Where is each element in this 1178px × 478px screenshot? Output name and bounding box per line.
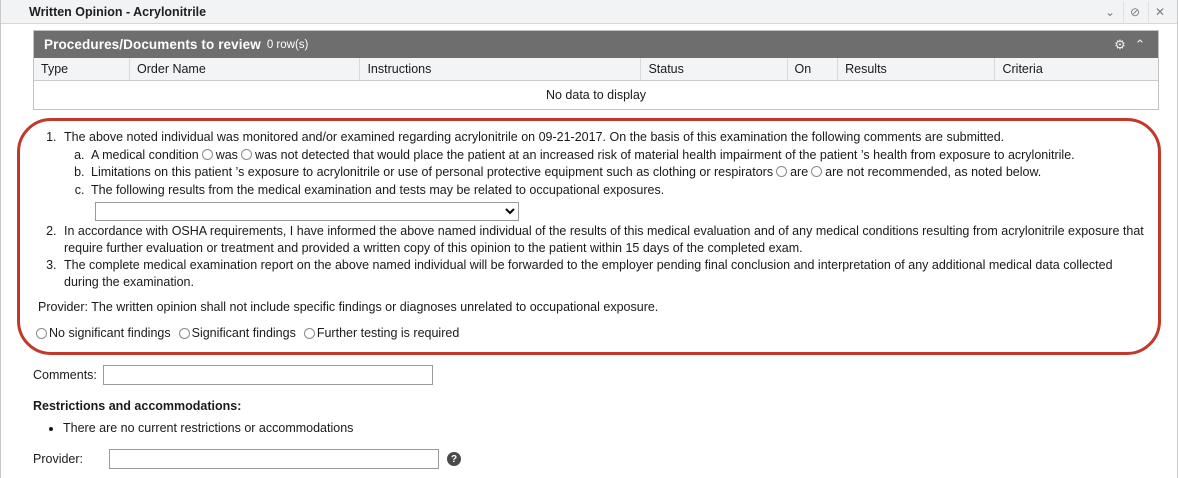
opinion-item-1-text: The above noted individual was monitored and/or examined regarding acrylonitrile on 09-21-2017. On the basis of this examination the following comments are submitted. bbox=[64, 130, 1005, 144]
restrictions-heading: Restrictions and accommodations: bbox=[33, 399, 242, 413]
chevron-up-icon[interactable]: ⌃ bbox=[1134, 36, 1146, 52]
written-opinion-highlight-region bbox=[17, 118, 1161, 355]
provider-input[interactable] bbox=[109, 449, 439, 469]
opinion-item-1c bbox=[88, 182, 1144, 222]
findings-radio-group bbox=[36, 326, 1144, 340]
radio-was-not-label: was not bbox=[254, 147, 299, 162]
provider-label: Provider: bbox=[33, 452, 84, 466]
restrictions-list bbox=[15, 421, 1163, 435]
window-controls bbox=[1099, 2, 1171, 22]
item-1a-pre-text: A medical condition bbox=[91, 147, 199, 162]
column-header-status[interactable]: Status bbox=[641, 58, 787, 81]
procedures-documents-table bbox=[34, 58, 1158, 109]
opinion-sub-list bbox=[64, 147, 1144, 222]
findings-option-further-testing[interactable] bbox=[304, 326, 459, 340]
no-data-message: No data to display bbox=[34, 81, 1158, 110]
column-header-on[interactable]: On bbox=[787, 58, 838, 81]
column-header-results[interactable]: Results bbox=[838, 58, 995, 81]
provider-note: Provider: The written opinion shall not include specific findings or diagnoses unrelated to occupational exposure. bbox=[38, 300, 659, 314]
collapse-icon[interactable]: ⌄ bbox=[1104, 4, 1116, 19]
radio-was[interactable] bbox=[202, 149, 213, 160]
radio-are[interactable] bbox=[776, 166, 787, 177]
findings-option-label: No significant findings bbox=[49, 326, 171, 340]
opinion-item-3: 3. The complete medical examination report on the above named individual will be forwarded to the employer pending final conclusion and interpretation of any additional medical data collected during the examination. bbox=[60, 257, 1144, 290]
window-content bbox=[1, 24, 1177, 469]
procedures-documents-panel bbox=[33, 30, 1159, 110]
radio-are-not[interactable] bbox=[811, 166, 822, 177]
comments-row bbox=[33, 365, 1163, 385]
opinion-item-1b bbox=[88, 164, 1144, 181]
window-titlebar bbox=[1, 0, 1177, 24]
findings-option-label: Further testing is required bbox=[316, 326, 460, 340]
block-icon[interactable]: ⊘ bbox=[1123, 2, 1146, 22]
item-1b-pre-text: Limitations on this patient ’s exposure to acrylonitrile or use of personal protective equipment such as clothing or respirators bbox=[91, 165, 774, 179]
table-header-row bbox=[34, 58, 1158, 81]
radio-are-label: are bbox=[790, 165, 809, 179]
column-header-instructions[interactable]: Instructions bbox=[360, 58, 641, 81]
column-header-type[interactable]: Type bbox=[34, 58, 130, 81]
opinion-item-1a bbox=[88, 147, 1144, 164]
comments-input[interactable] bbox=[103, 365, 433, 385]
radio-was-not[interactable] bbox=[241, 149, 252, 160]
radio-was-label: was bbox=[215, 147, 238, 162]
radio-no-significant-findings[interactable] bbox=[36, 328, 47, 339]
radio-significant-findings[interactable] bbox=[179, 328, 190, 339]
panel-title: Procedures/Documents to review bbox=[44, 37, 261, 52]
row-count-label: 0 row(s) bbox=[266, 38, 309, 51]
column-header-order-name[interactable]: Order Name bbox=[130, 58, 360, 81]
opinion-item-2: 2. In accordance with OSHA requirements, I have informed the above named individual of the results of this medical evaluation and of any medical conditions resulting from acrylonitrile exposure that require further evaluation or treatment and provided a written copy of this opinion to the patient within 15 days of the completed exam. bbox=[60, 223, 1144, 256]
item-1a-post-text: detected that would place the patient at an increased risk of material health impairment of the patient ’s health from exposure to acrylonitrile. bbox=[301, 147, 1075, 162]
radio-are-not-label: are not bbox=[825, 165, 865, 179]
findings-option-no-significant[interactable] bbox=[36, 326, 171, 340]
findings-option-label: Significant findings bbox=[191, 326, 296, 340]
opinion-item-1 bbox=[60, 129, 1144, 221]
comments-label: Comments: bbox=[33, 368, 97, 382]
table-empty-row bbox=[34, 81, 1158, 110]
radio-further-testing-required[interactable] bbox=[304, 328, 315, 339]
column-header-criteria[interactable]: Criteria bbox=[995, 58, 1158, 81]
procedures-documents-header bbox=[34, 31, 1158, 58]
findings-option-significant[interactable] bbox=[179, 326, 296, 340]
exam-results-select[interactable] bbox=[95, 202, 519, 221]
opinion-statement-list bbox=[34, 129, 1144, 290]
item-1c-text: The following results from the medical examination and tests may be related to occupational exposures. bbox=[91, 182, 665, 197]
gear-icon[interactable]: ⚙ bbox=[1114, 36, 1126, 52]
close-icon[interactable]: ✕ bbox=[1148, 2, 1171, 22]
provider-row bbox=[33, 449, 1163, 469]
item-1b-post-text: recommended, as noted below. bbox=[867, 165, 1042, 179]
list-item: • There are no current restrictions or accommodations bbox=[63, 421, 1163, 435]
page-title: Written Opinion - Acrylonitrile bbox=[29, 4, 207, 19]
exam-results-select-wrap bbox=[95, 202, 1144, 221]
help-icon[interactable]: ? bbox=[447, 452, 461, 466]
